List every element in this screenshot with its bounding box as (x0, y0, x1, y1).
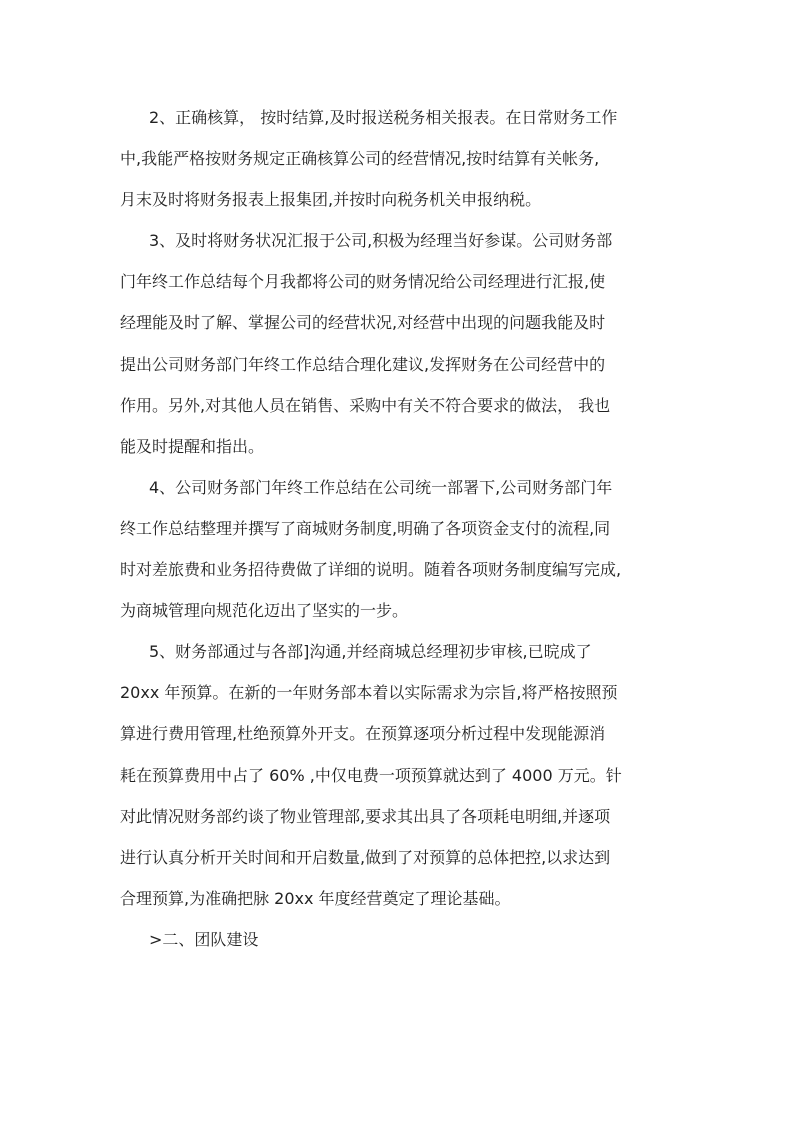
paragraph-5-line-7: 合理预算,为准确把脉 20xx 年度经营奠定了理论基础。 (120, 888, 511, 908)
paragraph-5-line-4: 耗在预算费用中占了 60% ,中仅电费一项预算就达到了 4000 万元。针 (120, 765, 622, 785)
paragraph-5-line-5: 对此情况财务部约谈了物业管理部,要求其出具了各项耗电明细,并逐项 (120, 806, 611, 826)
section-heading-team-building: >二、团队建设 (149, 929, 259, 949)
paragraph-2-line-1: 2、正确核算， 按时结算,及时报送税务相关报表。在日常财务工作 (149, 108, 618, 127)
paragraph-3-line-4: 提出公司财务部门年终工作总结合理化建议,发挥财务在公司经营中的 (120, 354, 606, 374)
paragraph-2-line-3: 月末及时将财务报表上报集团,并按时向税务机关申报纳税。 (120, 190, 542, 210)
paragraph-5-line-2: 20xx 年预算。在新的一年财务部本着以实际需求为宗旨,将严格按照预 (120, 683, 618, 703)
document-body (120, 97, 672, 960)
paragraph-2-line-2: 中,我能严格按财务规定正确核算公司的经营情况,按时结算有关帐务, (120, 149, 600, 169)
paragraph-4-line-2: 终工作总结整理并撰写了商城财务制度,明确了各项资金支付的流程,同 (120, 518, 611, 538)
paragraph-5-line-3: 算进行费用管理,杜绝预算外开支。在预算逐项分析过程中发现能源消 (120, 724, 606, 744)
paragraph-3-line-3: 经理能及时了解、掌握公司的经营状况,对经营中出现的问题我能及时 (120, 313, 606, 333)
paragraph-3-line-2: 门年终工作总结每个月我都将公司的财务情况给公司经理进行汇报,使 (120, 272, 606, 292)
paragraph-4-line-4: 为商城管理向规范化迈出了坚实的一步。 (120, 601, 409, 621)
paragraph-3-line-1: 3、及时将财务状况汇报于公司,积极为经理当好参谋。公司财务部 (149, 231, 613, 251)
paragraph-3-line-5: 作用。另外,对其他人员在销售、采购中有关不符合要求的做法， 我也 (120, 395, 611, 415)
paragraph-5-line-6: 进行认真分析开关时间和开启数量,做到了对预算的总体把控,以求达到 (120, 847, 611, 867)
paragraph-3-line-6: 能及时提醒和指出。 (120, 436, 265, 456)
paragraph-5-line-1: 5、财务部通过与各部]沟通,并经商城总经理初步审核,已晥成了 (149, 642, 592, 662)
paragraph-4-line-1: 4、公司财务部门年终工作总结在公司统一部署下,公司财务部门年 (149, 477, 613, 497)
paragraph-4-line-3: 时对差旅费和业务招待费做了详细的说明。随着各项财务制度编写完成, (120, 560, 622, 580)
